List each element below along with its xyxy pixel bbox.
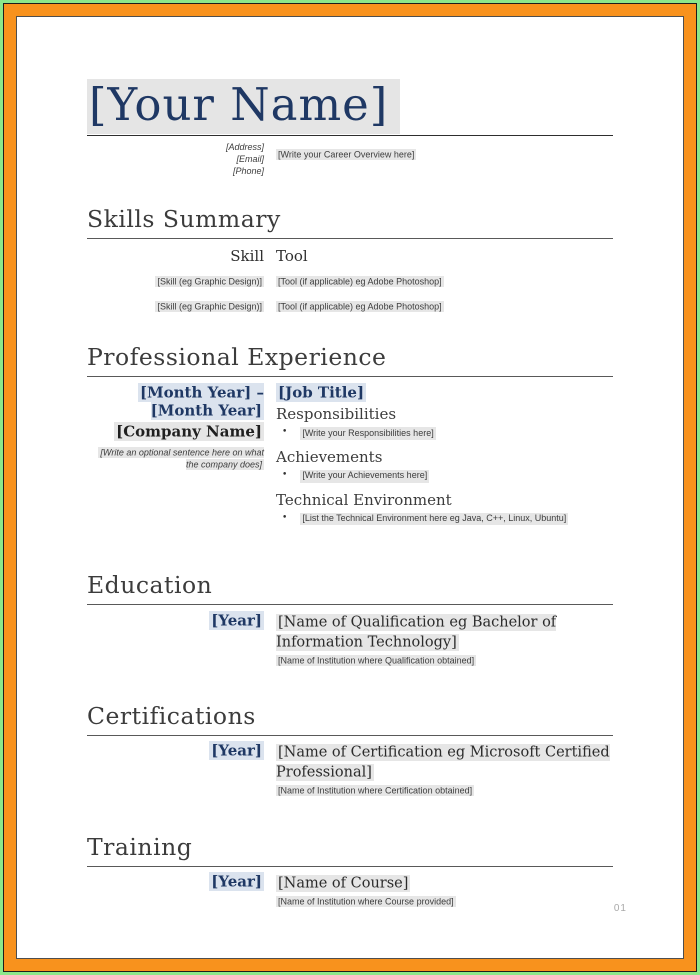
certification-year-placeholder: [Year] <box>211 741 262 760</box>
skills-row <box>87 269 613 288</box>
bullet-icon: • <box>282 427 288 438</box>
skills-header-row <box>87 247 613 265</box>
skill-column-header: Skill <box>230 247 264 266</box>
bullet-icon: • <box>282 469 288 480</box>
tool-placeholder: [Tool (if applicable) eg Adobe Photoshop] <box>278 301 442 312</box>
institution-placeholder: [Name of Institution where Certification obtained] <box>278 785 473 796</box>
tool-column-header: Tool <box>276 247 308 266</box>
qualification-placeholder: [Name of Qualification eg Bachelor of Information Technology] <box>276 614 557 651</box>
your-name-title: [Your Name] <box>87 79 400 134</box>
education-details <box>276 612 613 667</box>
experience-left-column <box>87 384 264 525</box>
certification-details <box>276 743 613 798</box>
education-year-placeholder: [Year] <box>211 611 262 630</box>
skills-row <box>87 294 613 313</box>
header-section <box>87 79 613 177</box>
training-entry <box>87 874 613 909</box>
address-line: [Address] <box>225 142 264 153</box>
professional-experience-section <box>87 343 613 525</box>
career-overview-placeholder: [Write your Career Overview here] <box>278 149 415 160</box>
institution-placeholder: [Name of Institution where Course provided] <box>278 896 454 907</box>
job-title-placeholder: [Job Title] <box>278 383 365 402</box>
experience-right-column <box>276 384 613 525</box>
phone-line: [Phone] <box>232 165 264 176</box>
certifications-heading: Certifications <box>87 702 613 736</box>
training-year-placeholder: [Year] <box>211 872 262 891</box>
achievements-heading: Achievements <box>276 447 383 466</box>
experience-entry <box>87 384 613 525</box>
title-rule <box>87 135 613 136</box>
skills-summary-section <box>87 205 613 313</box>
course-name-placeholder: [Name of Course] <box>278 875 409 892</box>
achievements-bullet: • [Write your Achievements here] <box>282 470 613 483</box>
education-entry <box>87 612 613 667</box>
institution-placeholder: [Name of Institution where Qualification obtained] <box>278 655 475 666</box>
skills-summary-heading: Skills Summary <box>87 205 613 239</box>
education-section <box>87 571 613 667</box>
training-heading: Training <box>87 833 613 867</box>
training-section <box>87 833 613 909</box>
training-details <box>276 874 613 909</box>
company-name-placeholder: [Company Name] <box>116 422 262 441</box>
email-line: [Email] <box>236 154 264 165</box>
technical-environment-heading: Technical Environment <box>276 490 452 509</box>
company-note-placeholder: [Write an optional sentence here on what the company does] <box>100 447 264 470</box>
tool-placeholder: [Tool (if applicable) eg Adobe Photoshop] <box>278 276 442 287</box>
contact-block <box>87 142 264 177</box>
skill-placeholder: [Skill (eg Graphic Design)] <box>157 276 262 287</box>
certification-name-placeholder: [Name of Certification eg Microsoft Certified Professional] <box>276 744 610 781</box>
professional-experience-heading: Professional Experience <box>87 343 613 377</box>
contact-row <box>87 142 613 177</box>
resume-page <box>16 16 684 959</box>
page-number: 01 <box>613 903 627 914</box>
education-heading: Education <box>87 571 613 605</box>
date-range-placeholder: [Month Year] – [Month Year] <box>139 383 264 420</box>
skill-placeholder: [Skill (eg Graphic Design)] <box>157 301 262 312</box>
responsibilities-bullet: • [Write your Responsibilities here] <box>282 427 613 440</box>
career-overview-block <box>276 142 613 177</box>
responsibilities-heading: Responsibilities <box>276 405 397 424</box>
bullet-icon: • <box>282 512 288 523</box>
certification-entry <box>87 743 613 798</box>
technical-environment-bullet: • [List the Technical Environment here eg Java, C++, Linux, Ubuntu] <box>282 513 613 526</box>
certifications-section <box>87 702 613 798</box>
orange-border-frame <box>3 3 697 972</box>
